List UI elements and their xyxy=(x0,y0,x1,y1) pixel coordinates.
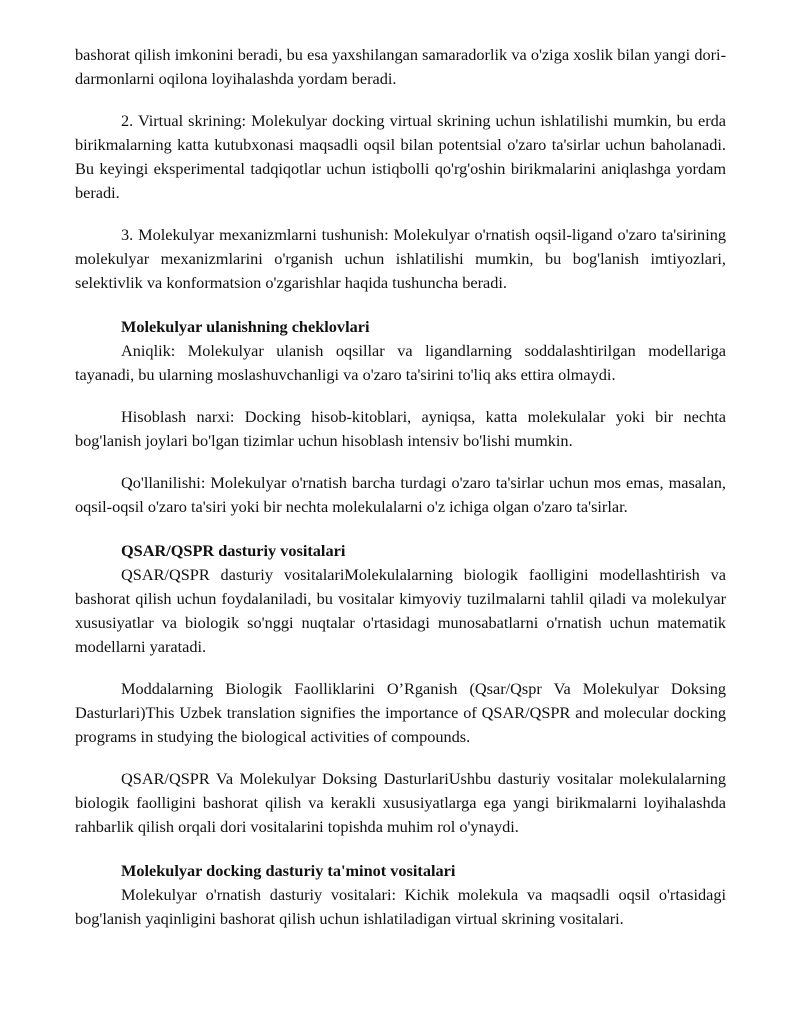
heading-qsar-tools: QSAR/QSPR dasturiy vositalari xyxy=(121,541,346,560)
paragraph-applicability: Qo'llanilishi: Molekulyar o'rnatish barcha turdagi o'zaro ta'sirlar uchun mos emas, masalan, oqsil-oqsil o'zaro ta'siri yoki bir nechta molekulalarni o'z ichiga olgan o'zaro ta'sirlar. xyxy=(75,473,726,516)
paragraph-qsar-translation: Moddalarning Biologik Faolliklarini O’Rganish (Qsar/Qspr Va Molekulyar Doksing Dasturlari)This Uzbek translation signifies the importance of QSAR/QSPR and molecular docking programs in studying the biological activities of compounds. xyxy=(75,679,726,746)
paragraph-docking-tools: Molekulyar o'rnatish dasturiy vositalari: Kichik molekula va maqsadli oqsil o'rtasidagi bog'lanish yaqinligini bashorat qilish uchun ishlatiladigan virtual skrining vositalari. xyxy=(75,885,726,928)
heading-docking-limitations: Molekulyar ulanishning cheklovlari xyxy=(121,317,370,336)
paragraph-virtual-screening: 2. Virtual skrining: Molekulyar docking virtual skrining uchun ishlatilishi mumkin, bu erda birikmalarning katta kutubxonasi maqsadli oqsil bilan potentsial o'zaro ta'sirlar uchun baholanadi. Bu keyingi eksperimental tadqiqotlar uchun istiqbolli qo'rg'oshin birikmalarini aniqlashga yordam beradi. xyxy=(75,111,726,202)
heading-docking-tools: Molekulyar docking dasturiy ta'minot vositalari xyxy=(121,861,456,880)
paragraph-molecular-mechanisms: 3. Molekulyar mexanizmlarni tushunish: Molekulyar o'rnatish oqsil-ligand o'zaro ta'sirining molekulyar mexanizmlarini o'rganish uchun ishlatilishi mumkin, bu bog'lanish imtiyozlari, selektivlik va konformatsion o'zgarishlar haqida tushuncha beradi. xyxy=(75,225,726,292)
paragraph-computational-cost: Hisoblash narxi: Docking hisob-kitoblari, ayniqsa, katta molekulalar yoki bir nechta bog'lanish joylari bo'lgan tizimlar uchun hisoblash intensiv bo'lishi mumkin. xyxy=(75,407,726,450)
paragraph-qsar-role: QSAR/QSPR Va Molekulyar Doksing DasturlariUshbu dasturiy vositalar molekulalarning biologik faolligini bashorat qilish va kerakli xususiyatlarga ega yangi birikmalarni loyihalashda rahbarlik qilish orqali dori vositalarini topishda muhim rol o'ynaydi. xyxy=(75,769,726,836)
document-page xyxy=(75,43,726,931)
paragraph-accuracy: Aniqlik: Molekulyar ulanish oqsillar va ligandlarning soddalashtirilgan modellariga tayanadi, bu ularning moslashuvchanligi va o'zaro ta'sirini to'liq aks ettira olmaydi. xyxy=(75,341,726,384)
paragraph-qsar-intro: QSAR/QSPR dasturiy vositalariMolekulalarning biologik faolligini modellashtirish va bashorat qilish uchun foydalaniladi, bu vositalar kimyoviy tuzilmalarni tahlil qiladi va molekulyar xususiyatlar va biologik so'nggi nuqtalar o'rtasidagi munosabatlarni o'rnatish uchun matematik modellarni yaratadi. xyxy=(75,565,726,656)
paragraph-continuation: bashorat qilish imkonini beradi, bu esa yaxshilangan samaradorlik va o'ziga xoslik bilan yangi dori-darmonlarni oqilona loyihalashda yordam beradi. xyxy=(75,45,726,88)
